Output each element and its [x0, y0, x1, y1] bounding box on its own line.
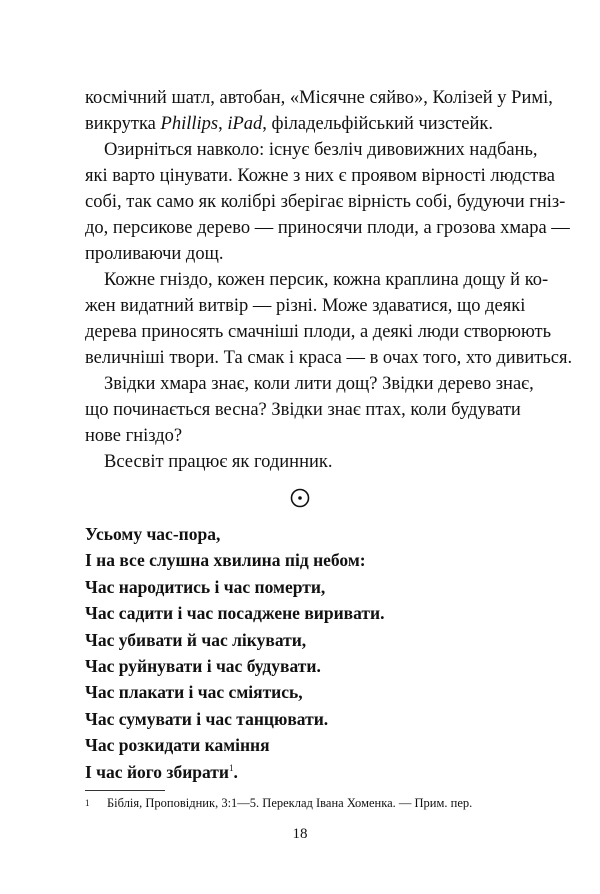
- poem-line: Час руйнувати і час будувати.: [85, 656, 321, 676]
- footnote-number: 1: [85, 798, 90, 808]
- text-line: [104, 267, 549, 293]
- circled-dot-icon: [290, 488, 310, 508]
- text-segment: Озирніться навколо: існує безліч дивовижних надбань,: [104, 140, 538, 160]
- text-segment: Кожне гніздо, кожен персик, кожна краплина дощу й ко-: [104, 270, 549, 290]
- page-number: 18: [292, 826, 308, 842]
- text-segment: що починається весна? Звідки знає птах, коли будувати: [85, 400, 521, 420]
- footnote: [85, 795, 472, 811]
- text-segment: викрутка: [85, 114, 161, 134]
- poem-line: Час народитись і час померти,: [85, 576, 326, 597]
- footnote-text: Біблія, Проповідник, 3:1—5. Переклад Івана Хоменка. — Прим. пер.: [107, 796, 473, 810]
- poem-line-last: [85, 759, 238, 785]
- text-segment: собі, так само як колібрі зберігає вірність собі, будуючи гніз-: [85, 192, 566, 212]
- text-line: [85, 215, 570, 241]
- text-line: [85, 293, 526, 319]
- poem-line: Час убивати й час лікувати,: [85, 629, 307, 650]
- text-line: [85, 345, 573, 371]
- text-line: [85, 163, 555, 189]
- text-line: [104, 137, 538, 163]
- text-segment: проливаючи дощ.: [85, 244, 224, 264]
- text-line: [104, 449, 516, 475]
- text-segment: дерева приносять смачніші плоди, а деякі люди створюють: [85, 322, 552, 342]
- text-line: [85, 189, 566, 215]
- text-line: [104, 371, 534, 397]
- text-segment: жен видатний витвір — різні. Може здаватися, що деякі: [85, 296, 526, 316]
- poem-line-end: .: [233, 761, 238, 782]
- text-segment: Звідки хмара знає, коли лити дощ? Звідки дерево знає,: [104, 374, 534, 394]
- poem-line: Час сумувати і час танцювати.: [85, 708, 329, 729]
- footnote-mark[interactable]: 1: [229, 762, 234, 773]
- poem-line-text: І час його збирати: [85, 761, 229, 782]
- italic-text: Phillips: [160, 114, 219, 134]
- text-segment: космічний шатл, автобан, «Місячне сяйво», Колізей у Римі,: [85, 88, 553, 108]
- text-segment: величніші твори. Та смак і краса — в очах того, хто дивиться.: [85, 348, 573, 368]
- text-line: [85, 423, 516, 449]
- text-line: [85, 111, 516, 137]
- text-segment: , філадельфійський чизстейк.: [262, 114, 494, 134]
- italic-text: iPad: [227, 114, 263, 134]
- poem-line: Час розкидати каміння: [85, 735, 270, 756]
- text-line: [85, 319, 552, 345]
- poem-line: Усьому час-пора,: [85, 524, 221, 544]
- text-segment: ,: [218, 114, 228, 134]
- poem-line: І на все слушна хвилина під небом:: [85, 550, 366, 571]
- text-segment: нове гніздо?: [85, 426, 183, 446]
- text-segment: Всесвіт працює як годинник.: [104, 452, 333, 472]
- poem-line: Час садити і час посаджене виривати.: [85, 603, 385, 624]
- text-line: [85, 397, 521, 423]
- footnote-divider: [85, 790, 165, 791]
- text-line: [85, 85, 553, 111]
- text-segment: які варто цінувати. Кожне з них є проявом вірності людства: [85, 166, 555, 186]
- text-segment: до, персикове дерево — приносячи плоди, а грозова хмара —: [85, 218, 570, 238]
- text-line: [85, 241, 516, 267]
- poem-line: Час плакати і час сміятись,: [85, 682, 303, 703]
